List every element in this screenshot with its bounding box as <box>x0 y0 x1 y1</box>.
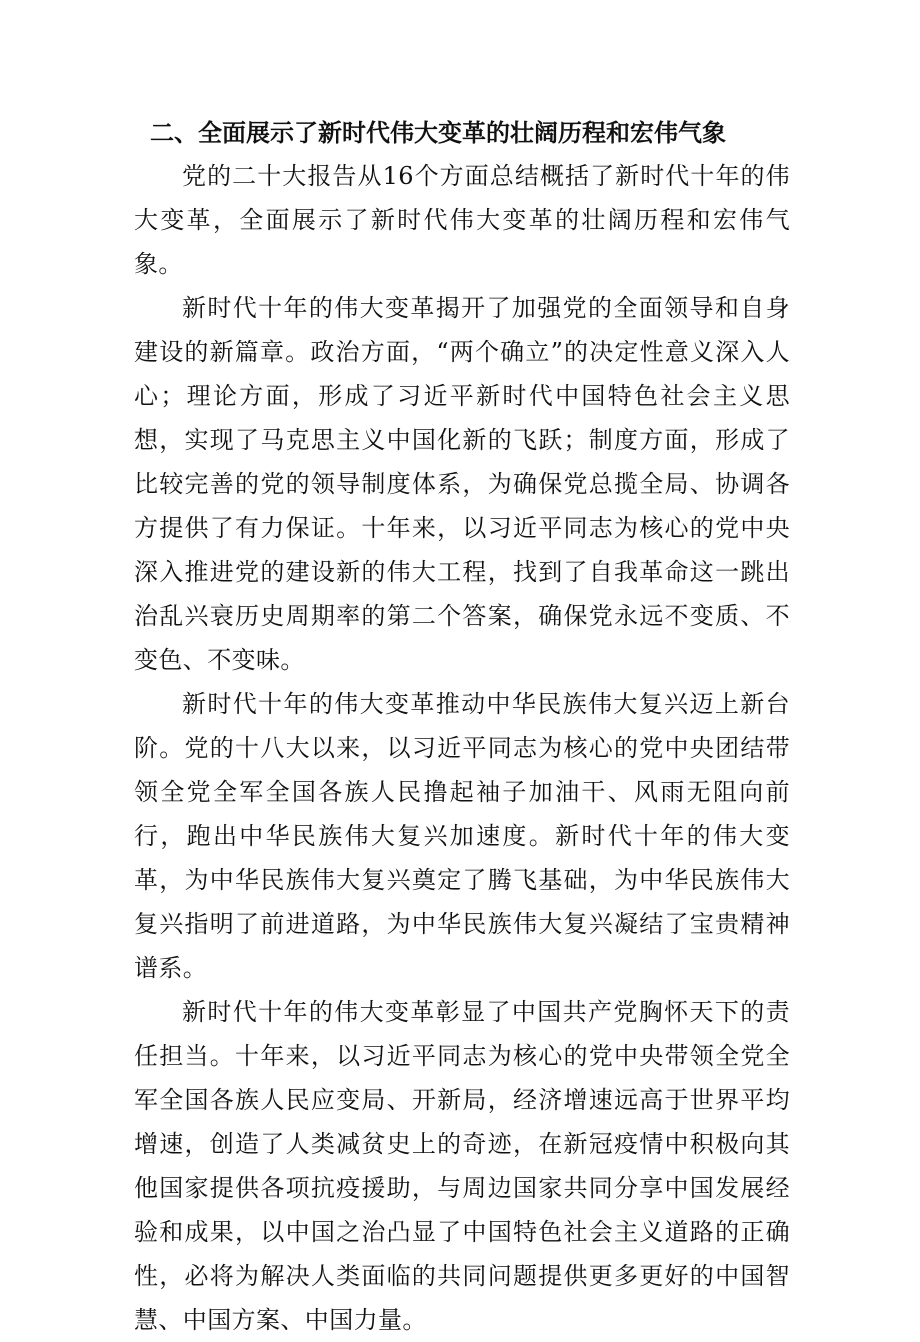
section-heading: 二、全面展示了新时代伟大变革的壮阔历程和宏伟气象 <box>150 119 726 147</box>
paragraph-national-rejuvenation: 新时代十年的伟大变革推动中华民族伟大复兴迈上新台阶。党的十八大以来，以习近平同志为核心的党中央团结带领全党全军全国各族人民撸起袖子加油干、风雨无阻向前行，跑出中华民族伟大复兴加速度。新时代十年的伟大变革，为中华民族伟大复兴奠定了腾飞基础，为中华民族伟大复兴指明了前进道路，为中华民族伟大复兴凝结了宝贵精神谱系。 <box>134 690 790 982</box>
paragraph-global-responsibility: 新时代十年的伟大变革彰显了中国共产党胸怀天下的责任担当。十年来，以习近平同志为核心的党中央带领全党全军全国各族人民应变局、开新局，经济增速远高于世界平均增速，创造了人类减贫史上的奇迹，在新冠疫情中积极向其他国家提供各项抗疫援助，与周边国家共同分享中国发展经验和成果，以中国之治凸显了中国特色社会主义道路的正确性，必将为解决人类面临的共同问题提供更多更好的中国智慧、中国方案、中国力量。 <box>134 998 790 1334</box>
paragraph-intro: 党的二十大报告从16个方面总结概括了新时代十年的伟大变革，全面展示了新时代伟大变革的壮阔历程和宏伟气象。 <box>134 162 790 278</box>
paragraph-party-building: 新时代十年的伟大变革揭开了加强党的全面领导和自身建设的新篇章。政治方面，“两个确立”的决定性意义深入人心；理论方面，形成了习近平新时代中国特色社会主义思想，实现了马克思主义中国化新的飞跃；制度方面，形成了比较完善的党的领导制度体系，为确保党总揽全局、协调各方提供了有力保证。十年来，以习近平同志为核心的党中央深入推进党的建设新的伟大工程，找到了自我革命这一跳出治乱兴衰历史周期率的第二个答案，确保党永远不变质、不变色、不变味。 <box>134 294 790 674</box>
document-body <box>134 154 790 1342</box>
